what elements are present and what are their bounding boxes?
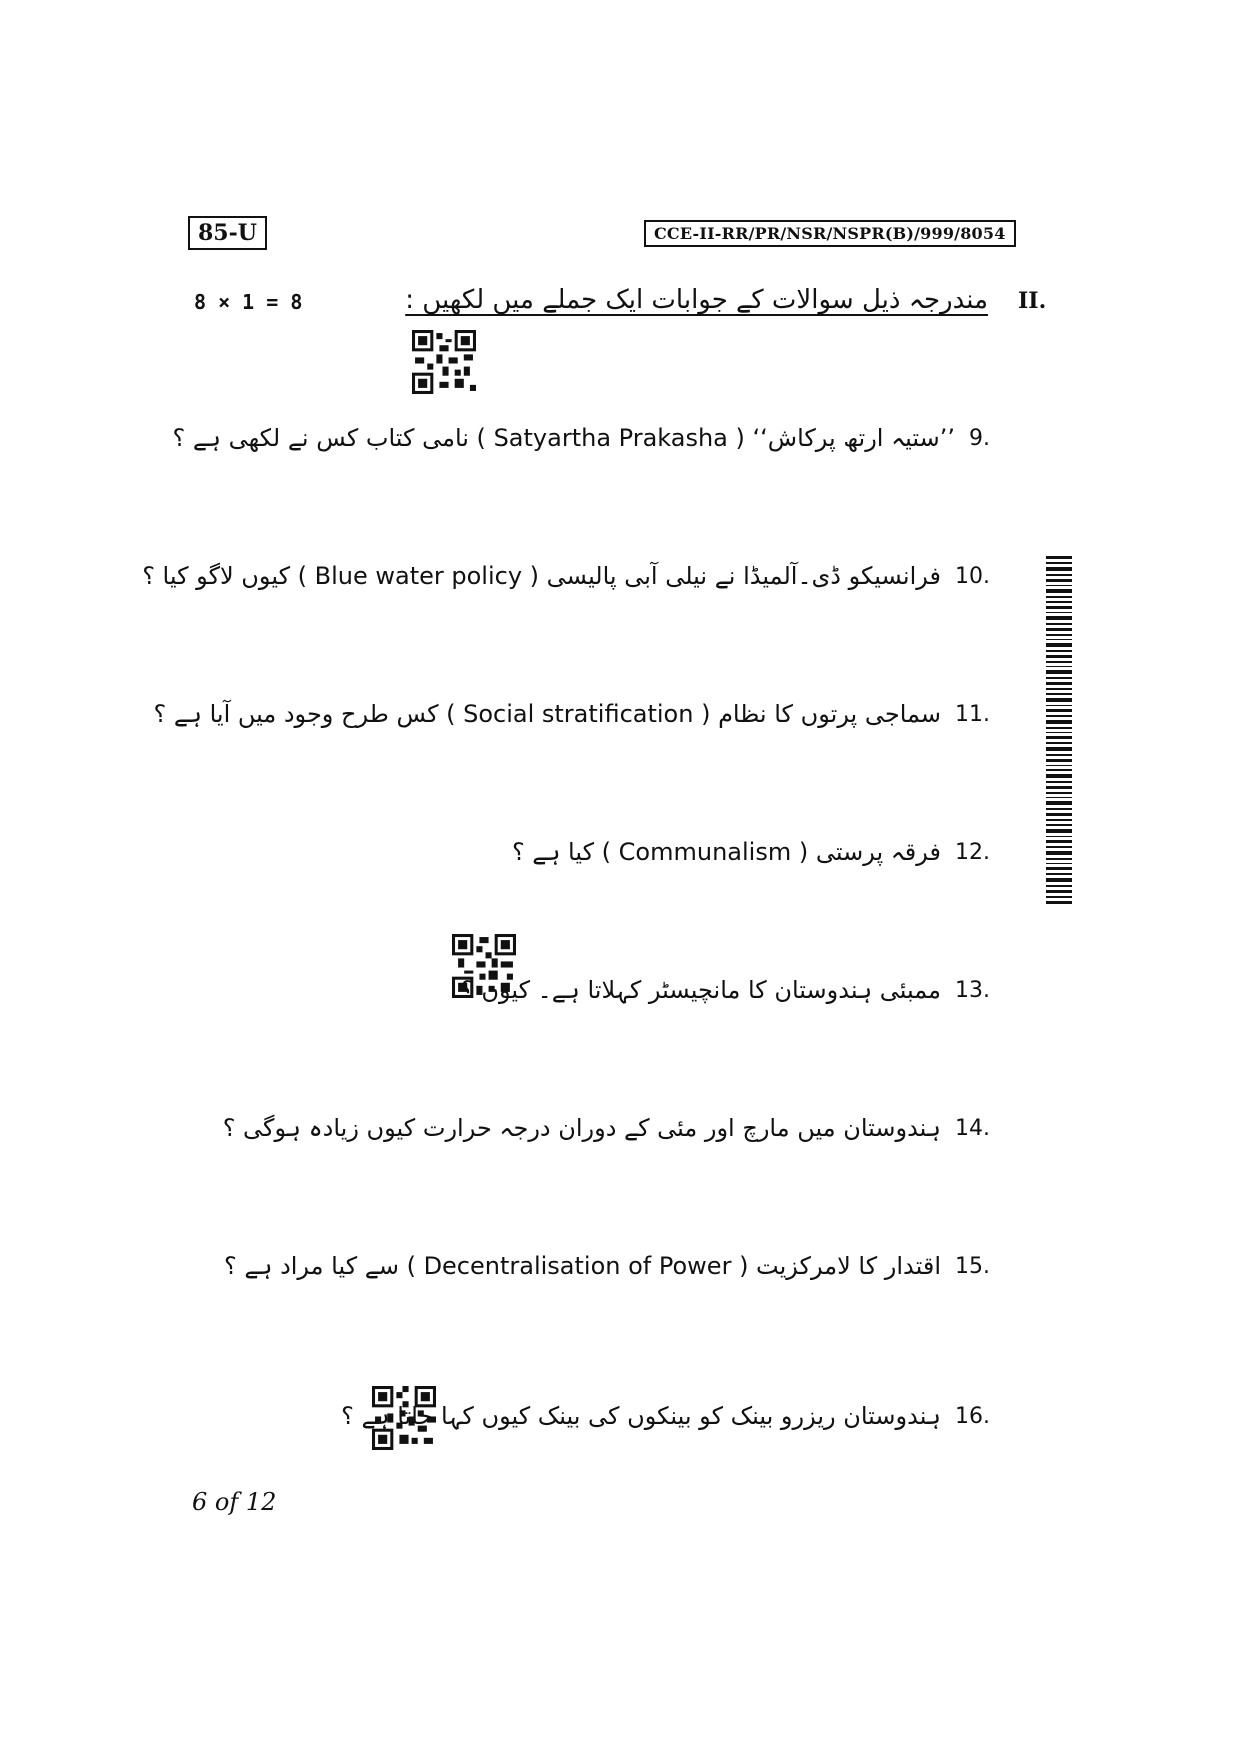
question-number: 12. <box>955 839 990 865</box>
section-number: II. <box>1018 288 1047 314</box>
question-15 <box>224 1252 990 1280</box>
section-title: مندرجہ ذیل سوالات کے جوابات ایک جملے میں لکھیں : <box>405 285 988 315</box>
page-number: 6 of 12 <box>192 1488 277 1516</box>
qr-code-icon <box>412 330 476 394</box>
barcode-icon <box>1046 556 1072 906</box>
question-number: 15. <box>955 1253 990 1279</box>
question-number: 10. <box>955 563 990 589</box>
question-text: سماجی پرتوں کا نظام ( Social stratification ) کس طرح وجود میں آیا ہے ؟ <box>153 700 941 728</box>
series-code: CCE-II-RR/PR/NSR/NSPR(B)/999/8054 <box>644 220 1016 247</box>
section-marks: 8 × 1 = 8 <box>194 290 303 314</box>
question-text: فرانسیکو ڈی۔آلمیڈا نے نیلی آبی پالیسی ( Blue water policy ) کیوں لاگو کیا ؟ <box>142 562 941 590</box>
question-text: ’’ستیہ ارتھ پرکاش‘‘ ( Satyartha Prakasha ) نامی کتاب کس نے لکھی ہے ؟ <box>172 424 955 452</box>
question-text: فرقہ پرستی ( Communalism ) کیا ہے ؟ <box>511 838 941 866</box>
question-11 <box>153 700 990 728</box>
question-10 <box>142 562 990 590</box>
paper-code: 85-U <box>188 216 267 250</box>
question-text: ممبئی ہندوستان کا مانچیسٹر کہلاتا ہے۔ کیوں ؟ <box>460 976 941 1004</box>
question-13 <box>461 976 990 1004</box>
question-14 <box>223 1114 990 1142</box>
question-12 <box>512 838 990 866</box>
question-number: 11. <box>955 701 990 727</box>
question-number: 14. <box>955 1115 990 1141</box>
question-text: ہندوستان میں مارچ اور مئی کے دوران درجہ حرارت کیوں زیادہ ہوگی ؟ <box>222 1114 941 1142</box>
question-text: ہندوستان ریزرو بینک کو بینکوں کی بینک کیوں کہا جاتا ہے ؟ <box>341 1402 941 1430</box>
question-number: 16. <box>955 1403 990 1429</box>
question-text: اقتدار کا لامرکزیت ( Decentralisation of Power ) سے کیا مراد ہے ؟ <box>223 1252 941 1280</box>
question-number: 9. <box>969 425 990 451</box>
question-number: 13. <box>955 977 990 1003</box>
question-9 <box>172 424 990 452</box>
question-16 <box>341 1402 990 1430</box>
